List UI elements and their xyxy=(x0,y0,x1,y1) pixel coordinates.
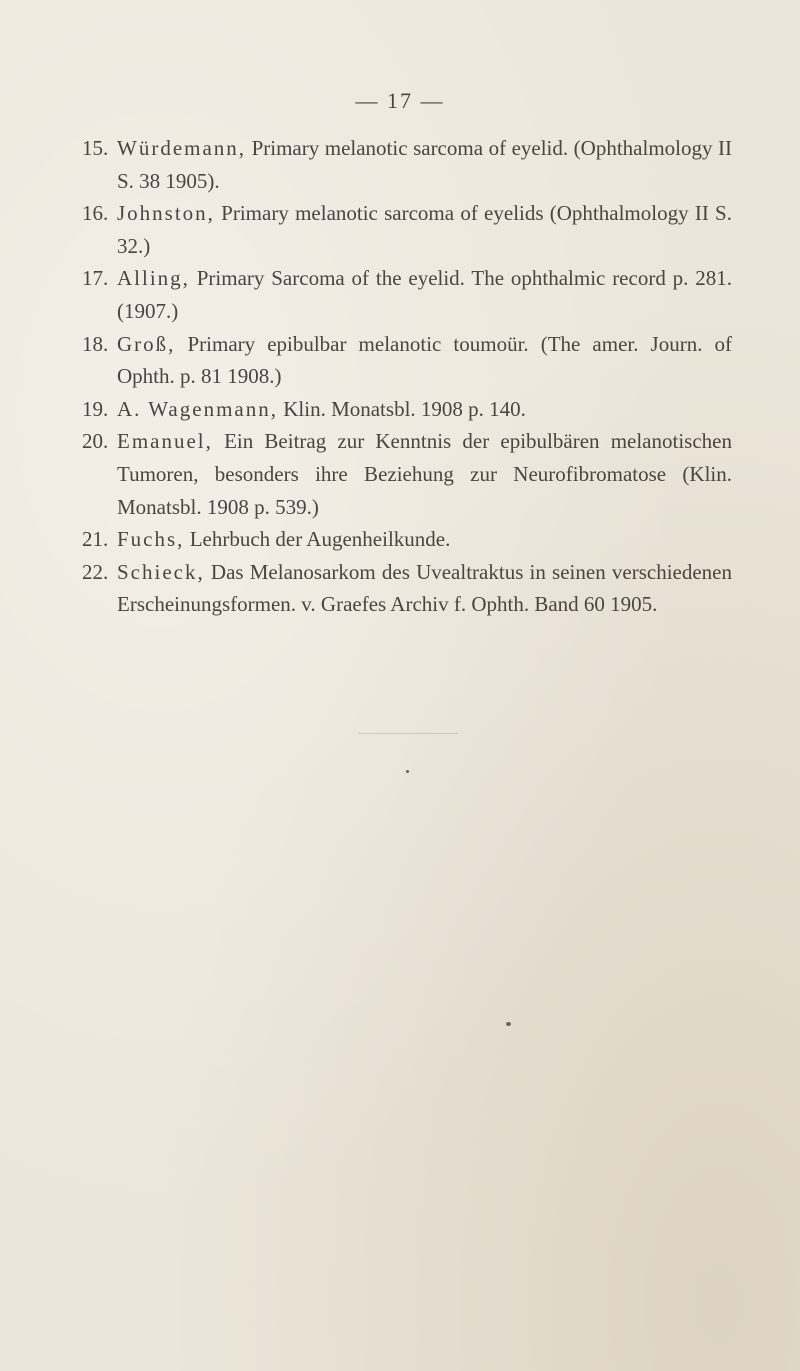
reference-text: Primary Sarcoma of the eyelid. The ophthalmic record p. 281. (1907.) xyxy=(117,266,732,323)
faint-rule xyxy=(358,733,458,734)
reference-author: Fuchs, xyxy=(117,527,185,552)
ink-speck xyxy=(506,1022,511,1026)
reference-item xyxy=(82,393,732,426)
reference-text: Primary epibulbar melanotic toumoür. (The amer. Journ. of Ophth. p. 81 1908.) xyxy=(117,331,732,389)
reference-number: 15. xyxy=(82,136,109,160)
reference-text: Ein Beitrag zur Kenntnis der epibulbären melanotischen Tumoren, besonders ihre Beziehung zur Neurofibromatose (Klin. Monatsbl. 1908 p. 539.) xyxy=(117,429,732,519)
reference-text: Primary melanotic sarcoma of eyelids (Ophthalmology II S. 32.) xyxy=(117,201,732,258)
reference-number: 20. xyxy=(82,429,109,454)
reference-item xyxy=(82,523,732,556)
reference-text: Klin. Monatsbl. 1908 p. 140. xyxy=(277,396,526,421)
reference-number: 21. xyxy=(82,527,109,552)
reference-item xyxy=(82,132,732,197)
reference-item xyxy=(82,425,732,523)
reference-author: A. Wagenmann, xyxy=(117,396,278,421)
ink-speck xyxy=(406,770,409,773)
reference-author: Alling, xyxy=(117,266,190,291)
reference-number: 17. xyxy=(82,266,109,291)
reference-author: Würdemann, xyxy=(117,136,247,160)
reference-number: 16. xyxy=(82,201,109,226)
reference-number: 22. xyxy=(82,559,109,584)
reference-item xyxy=(82,197,732,262)
reference-text: Primary melanotic sarcoma of eyelid. (Ophthalmology II S. 38 1905). xyxy=(117,136,732,193)
reference-text: Das Melanosarkom des Uvealtraktus in seinen verschiedenen Erscheinungsformen. v. Graefes Archiv f. Ophth. Band 60 1905. xyxy=(117,559,732,617)
reference-number: 19. xyxy=(82,396,109,421)
reference-text: Lehrbuch der Augenheilkunde. xyxy=(184,527,451,552)
page-number: — 17 — xyxy=(355,88,445,113)
reference-list xyxy=(82,132,732,621)
reference-author: Johnston, xyxy=(117,201,215,226)
reference-author: Groß, xyxy=(117,331,176,356)
reference-author: Emanuel, xyxy=(117,429,213,454)
reference-item xyxy=(82,262,732,327)
reference-item xyxy=(82,328,732,393)
reference-number: 18. xyxy=(82,331,109,356)
reference-item xyxy=(82,556,732,621)
reference-author: Schieck, xyxy=(117,559,205,584)
